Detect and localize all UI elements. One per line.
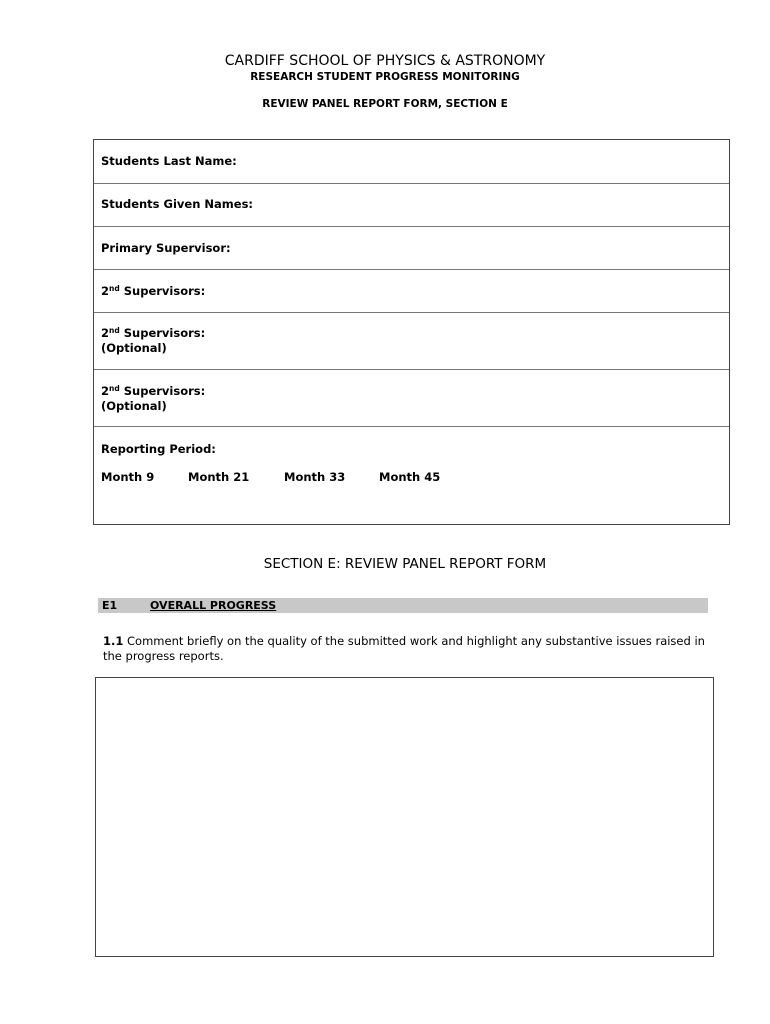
optional-note: (Optional) — [101, 341, 167, 355]
month-option-45[interactable]: Month 45 — [379, 470, 441, 484]
second-supervisor-text: Supervisors: — [123, 284, 206, 298]
student-details-table — [93, 139, 730, 525]
second-supervisor-label — [101, 284, 205, 299]
primary-supervisor-label: Primary Supervisor: — [101, 241, 231, 255]
question-text: Comment briefly on the quality of the submitted work and highlight any substantive issues raised in the progress reports. — [103, 634, 705, 663]
given-names-row[interactable] — [94, 184, 729, 227]
school-title: CARDIFF SCHOOL OF PHYSICS & ASTRONOMY — [224, 53, 546, 69]
answer-box-1-1[interactable] — [95, 677, 714, 957]
ordinal-suffix: nd — [109, 326, 120, 335]
second-supervisor-prefix: 2 — [101, 284, 110, 298]
second-supervisor-row[interactable] — [94, 270, 729, 313]
second-supervisor-text: Supervisors: — [123, 384, 206, 398]
second-supervisor-optional-label-2 — [101, 384, 205, 414]
primary-supervisor-row[interactable] — [94, 227, 729, 270]
e1-code: E1 — [102, 599, 118, 612]
ordinal-suffix: nd — [109, 384, 120, 393]
second-supervisor-optional-row-1[interactable] — [94, 313, 729, 370]
form-title: REVIEW PANEL REPORT FORM, SECTION E — [262, 98, 508, 110]
second-supervisor-prefix: 2 — [101, 326, 110, 340]
monitoring-subtitle: RESEARCH STUDENT PROGRESS MONITORING — [250, 71, 520, 83]
optional-note: (Optional) — [101, 399, 167, 413]
month-option-21[interactable]: Month 21 — [188, 470, 250, 484]
second-supervisor-optional-label-1 — [101, 326, 205, 356]
e1-title: OVERALL PROGRESS — [150, 599, 277, 612]
e1-heading-band — [98, 598, 708, 613]
second-supervisor-prefix: 2 — [101, 384, 110, 398]
month-option-33[interactable]: Month 33 — [284, 470, 346, 484]
second-supervisor-text: Supervisors: — [123, 326, 206, 340]
question-number: 1.1 — [103, 634, 124, 648]
last-name-row[interactable] — [94, 140, 729, 184]
second-supervisor-optional-row-2[interactable] — [94, 370, 729, 427]
month-option-9[interactable]: Month 9 — [101, 470, 155, 484]
reporting-period-label: Reporting Period: — [101, 442, 216, 456]
question-1-1 — [103, 634, 723, 664]
last-name-label: Students Last Name: — [101, 154, 237, 168]
section-title: SECTION E: REVIEW PANEL REPORT FORM — [263, 556, 547, 572]
given-names-label: Students Given Names: — [101, 197, 254, 211]
ordinal-suffix: nd — [109, 284, 120, 293]
